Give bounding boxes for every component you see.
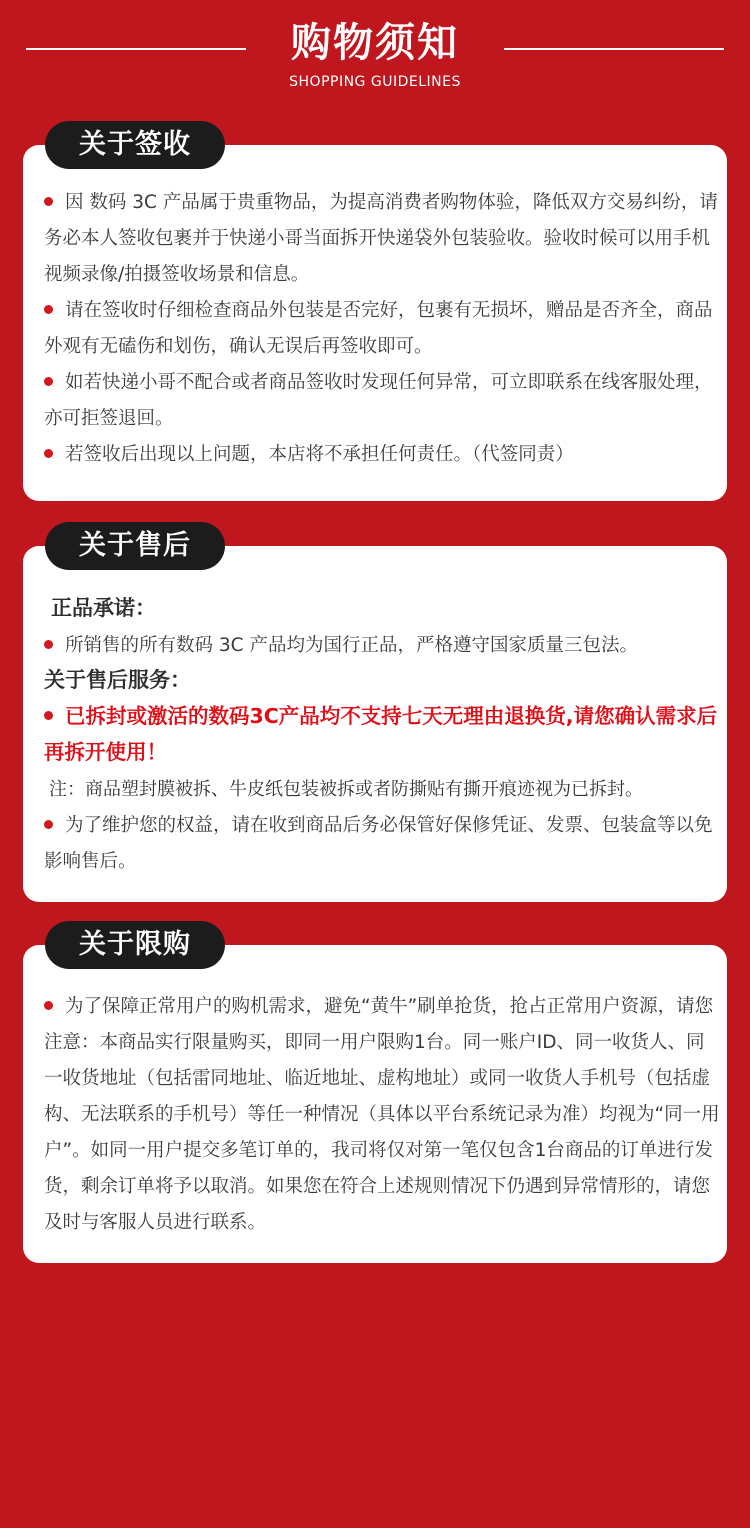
- list-item: 所销售的所有数码 3C 产品均为国行正品，严格遵守国家质量三包法。: [44, 628, 720, 664]
- list-item: 请在签收时仔细检查商品外包装是否完好，包裹有无损坏，赠品是否齐全，商品外观有无磕伤和划伤，确认无误后再签收即可。: [44, 300, 713, 357]
- bullet-icon: [44, 197, 53, 206]
- aftersale-service-heading: 关于售后服务：: [44, 668, 191, 692]
- bullet-icon: [44, 377, 53, 386]
- bullet-icon: [44, 449, 53, 458]
- section-tag-signing: 关于签收: [45, 121, 225, 169]
- bullet-icon: [44, 711, 53, 720]
- bullet-icon: [44, 820, 53, 829]
- list-item: 如若快递小哥不配合或者商品签收时发现任何异常，可立即联系在线客服处理，亦可拒签退回。: [44, 372, 713, 429]
- page-header: [0, 0, 750, 110]
- list-item: 若签收后出现以上问题，本店将不承担任何责任。（代签同责）: [44, 437, 720, 473]
- note-text: 注：商品塑封膜被拆、牛皮纸包装被拆或者防撕贴有撕开痕迹视为已拆封。: [49, 779, 643, 800]
- section-tag-limit: 关于限购: [45, 921, 225, 969]
- list-item: 为了维护您的权益，请在收到商品后务必保管好保修凭证、发票、包装盒等以免影响售后。: [44, 815, 713, 872]
- signing-card: [23, 145, 727, 501]
- aftersale-card: [23, 546, 727, 902]
- section-tag-aftersale: 关于售后: [45, 522, 225, 570]
- bullet-icon: [44, 1001, 53, 1010]
- bullet-icon: [44, 305, 53, 314]
- genuine-heading: 正品承诺：: [51, 596, 156, 620]
- page-subtitle: SHOPPING GUIDELINES: [289, 74, 461, 90]
- page-title: 购物须知: [291, 20, 459, 66]
- bullet-icon: [44, 640, 53, 649]
- warning-item: 已拆封或激活的数码3C产品均不支持七天无理由退换货,请您确认需求后再拆开使用！: [44, 704, 718, 764]
- list-item: 因 数码 3C 产品属于贵重物品，为提高消费者购物体验，降低双方交易纠纷，请务必本人签收包裹并于快递小哥当面拆开快递袋外包装验收。验收时候可以用手机视频录像/拍摄签收场景和信息。: [44, 192, 718, 285]
- limit-card: [23, 945, 727, 1263]
- list-item: 为了保障正常用户的购机需求，避免“黄牛”刷单抢货，抢占正常用户资源，请您注意：本商品实行限量购买，即同一用户限购1台。同一账户ID、同一收货人、同一收货地址（包括雷同地址、临近地址、虚构地址）或同一收货人手机号（包括虚构、无法联系的手机号）等任一种情况（具体以平台系统记录为准）均视为“同一用户”。如同一用户提交多笔订单的，我司将仅对第一笔仅包含1台商品的订单进行发货，剩余订单将予以取消。如果您在符合上述规则情况下仍遇到异常情形的，请您及时与客服人员进行联系。: [44, 996, 720, 1233]
